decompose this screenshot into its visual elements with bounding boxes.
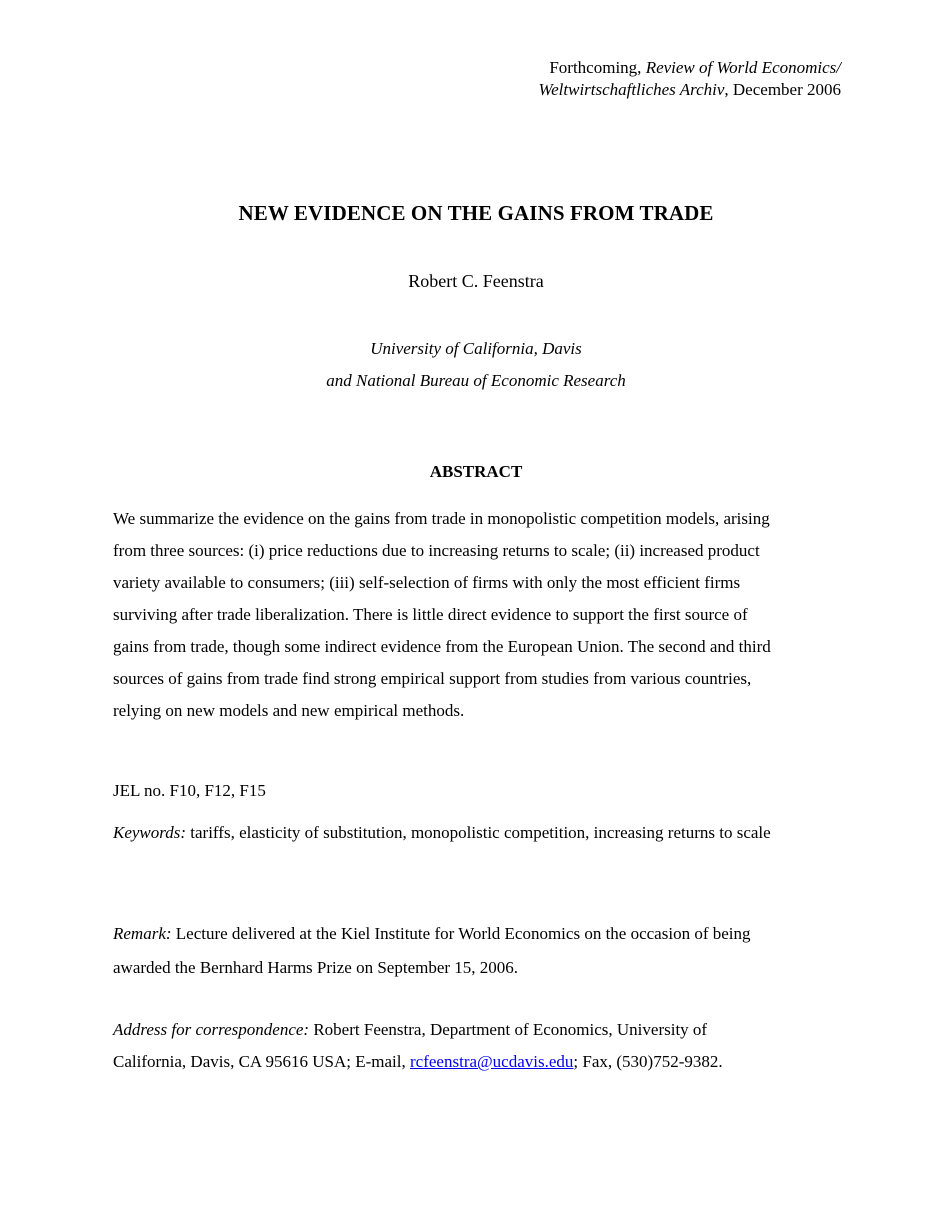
address-text-1: Robert Feenstra, Department of Economics, University of <box>309 1020 708 1039</box>
remark-label: Remark: <box>113 924 172 943</box>
abstract-line: surviving after trade liberalization. There is little direct evidence to support the first source of <box>113 605 748 624</box>
remark <box>113 917 843 985</box>
affiliation <box>0 333 952 397</box>
keywords-text: tariffs, elasticity of substitution, monopolistic competition, increasing returns to scale <box>186 823 771 842</box>
journal-name-1: Review of World Economics/ <box>645 58 841 77</box>
abstract-line: from three sources: (i) price reductions due to increasing returns to scale; (ii) increased product <box>113 541 760 560</box>
abstract-line: relying on new models and new empirical methods. <box>113 701 465 720</box>
abstract-heading: ABSTRACT <box>429 462 523 481</box>
journal-header-line-1 <box>539 57 841 79</box>
author-name: Robert C. Feenstra <box>408 271 544 291</box>
remark-line-2: awarded the Bernhard Harms Prize on September 15, 2006. <box>113 958 519 977</box>
abstract-line: sources of gains from trade find strong empirical support from studies from various countries, <box>113 669 752 688</box>
keywords <box>113 823 771 843</box>
abstract-line: We summarize the evidence on the gains from trade in monopolistic competition models, arising <box>113 509 770 528</box>
correspondence-address <box>113 1014 843 1078</box>
journal-header-line-2 <box>539 79 841 101</box>
address-label: Address for correspondence: <box>113 1020 310 1039</box>
jel-codes: JEL no. F10, F12, F15 <box>113 781 266 800</box>
abstract-line: gains from trade, though some indirect evidence from the European Union. The second and third <box>113 637 771 656</box>
email-link[interactable]: rcfeenstra@ucdavis.edu <box>410 1052 574 1071</box>
paper-title: NEW EVIDENCE ON THE GAINS FROM TRADE <box>238 201 714 225</box>
affiliation-line-1: University of California, Davis <box>370 339 582 358</box>
abstract-body <box>113 503 843 727</box>
keywords-label: Keywords: <box>113 823 187 842</box>
address-suffix: ; Fax, (530)752-9382. <box>573 1052 723 1071</box>
address-line-2 <box>113 1046 843 1078</box>
affiliation-line-2: and National Bureau of Economic Research <box>326 371 626 390</box>
address-prefix: California, Davis, CA 95616 USA; E-mail, <box>113 1052 411 1071</box>
abstract-line: variety available to consumers; (iii) self-selection of firms with only the most efficient firms <box>113 573 741 592</box>
address-line-1 <box>113 1014 843 1046</box>
header-date: , December 2006 <box>724 80 841 99</box>
journal-name-2: Weltwirtschaftliches Archiv <box>538 80 725 99</box>
remark-text-1: Lecture delivered at the Kiel Institute for World Economics on the occasion of being <box>171 924 751 943</box>
header-prefix: Forthcoming, <box>549 58 646 77</box>
journal-header <box>539 57 841 101</box>
remark-line-1 <box>113 917 843 951</box>
